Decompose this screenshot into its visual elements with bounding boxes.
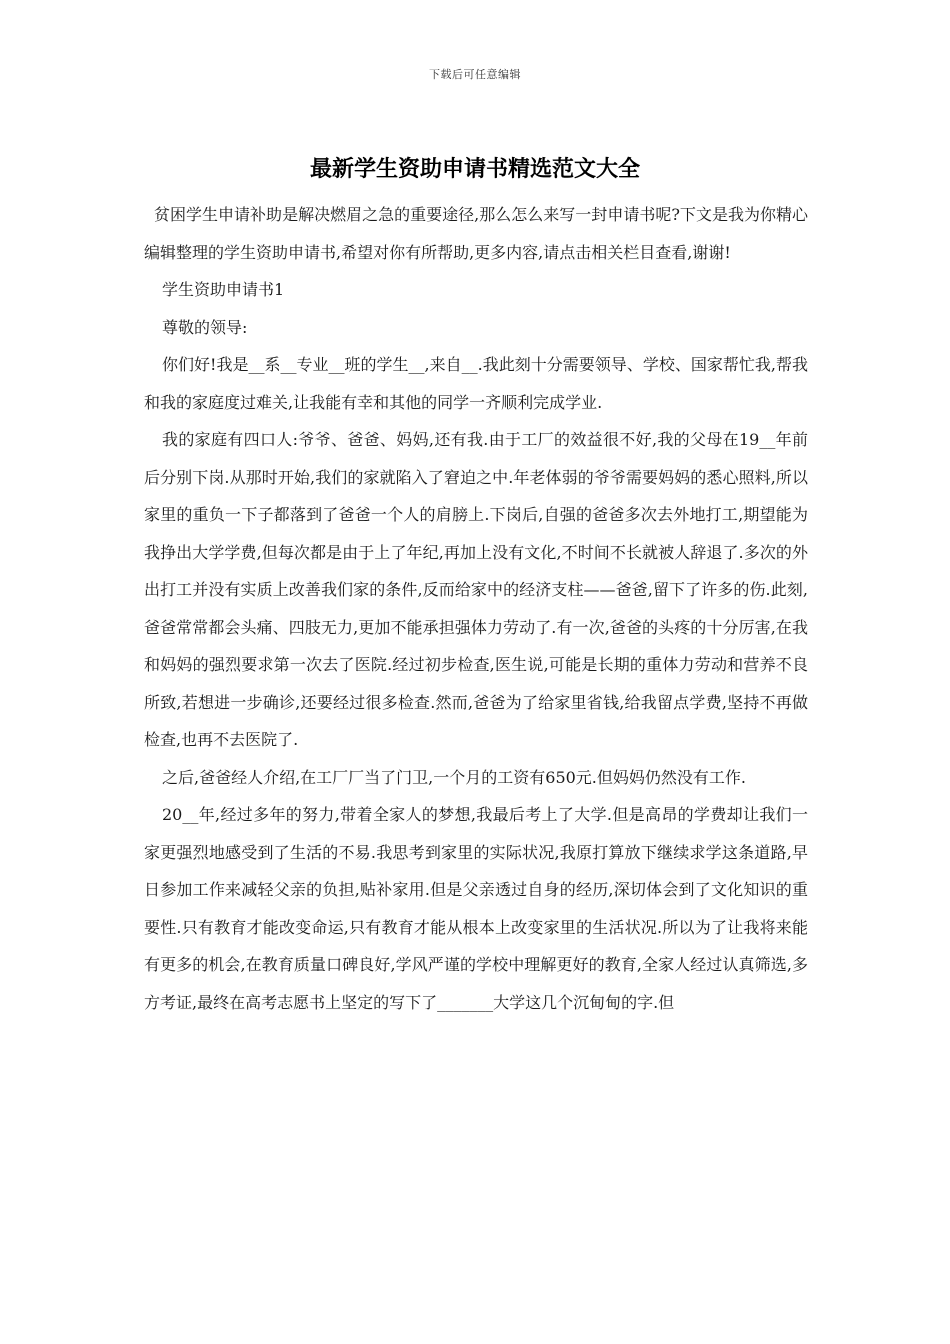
document-body [144, 196, 808, 1021]
page-header-note: 下载后可任意编辑 [429, 68, 521, 81]
intro-paragraph: 贫困学生申请补助是解决燃眉之急的重要途径,那么怎么来写一封申请书呢?下文是我为你精心编辑整理的学生资助申请书,希望对你有所帮助,更多内容,请点击相关栏目查看,谢谢! [144, 205, 808, 262]
body-paragraph: 20__年,经过多年的努力,带着全家人的梦想,我最后考上了大学.但是高昂的学费却让我们一家更强烈地感受到了生活的不易.我思考到家里的实际状况,我原打算放下继续求学这条道路,早日参加工作来减轻父亲的负担,贴补家用.但是父亲透过自身的经历,深切体会到了文化知识的重要性.只有教育才能改变命运,只有教育才能从根本上改变家里的生活状况.所以为了让我将来能有更多的机会,在教育质量口碑良好,学风严谨的学校中理解更好的教育,全家人经过认真筛选,多方考证,最终在高考志愿书上坚定的写下了_______大学这几个沉甸甸的字.但 [144, 805, 808, 1012]
salutation: 尊敬的领导: [162, 317, 248, 337]
body-paragraph: 你们好!我是__系__专业__班的学生__,来自__.我此刻十分需要领导、学校、国家帮忙我,帮我和我的家庭度过难关,让我能有幸和其他的同学一齐顺利完成学业. [144, 355, 808, 412]
body-paragraph: 我的家庭有四口人:爷爷、爸爸、妈妈,还有我.由于工厂的效益很不好,我的父母在19__年前后分别下岗.从那时开始,我们的家就陷入了窘迫之中.年老体弱的爷爷需要妈妈的悉心照料,所以家里的重负一下子都落到了爸爸一个人的肩膀上.下岗后,自强的爸爸多次去外地打工,期望能为我挣出大学学费,但每次都是由于上了年纪,再加上没有文化,不时间不长就被人辞退了.多次的外出打工并没有实质上改善我们家的条件,反而给家中的经济支柱——爸爸,留下了许多的伤.此刻,爸爸常常都会头痛、四肢无力,更加不能承担强体力劳动了.有一次,爸爸的头疼的十分厉害,在我和妈妈的强烈要求第一次去了医院.经过初步检查,医生说,可能是长期的重体力劳动和营养不良所致,若想进一步确诊,还要经过很多检查.然而,爸爸为了给家里省钱,给我留点学费,坚持不再做检查,也再不去医院了. [144, 430, 808, 749]
section-heading: 学生资助申请书1 [162, 280, 285, 299]
document-title: 最新学生资助申请书精选范文大全 [309, 156, 640, 182]
body-paragraph: 之后,爸爸经人介绍,在工厂厂当了门卫,一个月的工资有650元.但妈妈仍然没有工作. [162, 767, 746, 787]
